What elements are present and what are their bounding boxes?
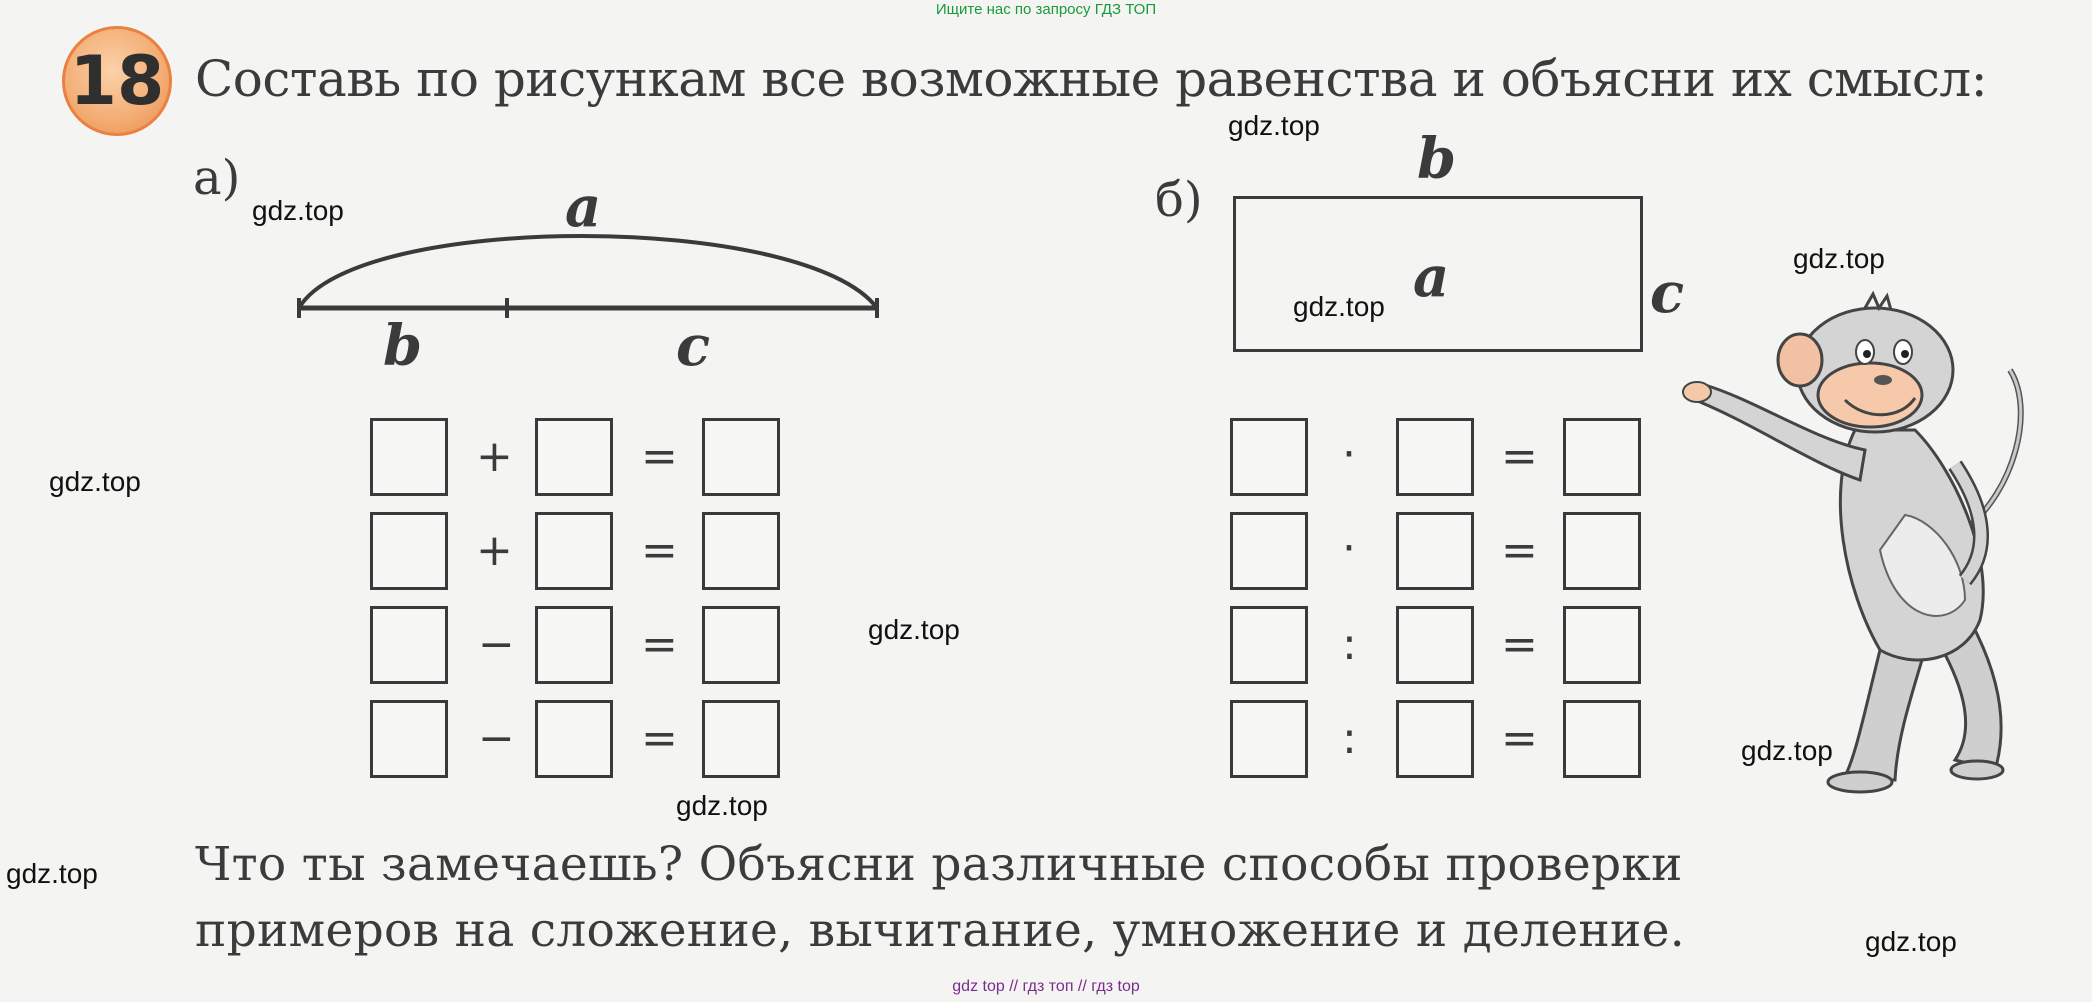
- watermark: gdz.top: [1793, 243, 1885, 274]
- answer-box[interactable]: [1230, 512, 1308, 590]
- watermark: gdz.top: [676, 790, 768, 821]
- answer-box[interactable]: [1563, 512, 1641, 590]
- equals-sign: =: [641, 619, 678, 670]
- answer-box[interactable]: [535, 606, 613, 684]
- answer-box[interactable]: [1396, 606, 1474, 684]
- operator-minus: −: [478, 619, 515, 670]
- answer-box[interactable]: [1563, 700, 1641, 778]
- follow-up-question: [195, 832, 2035, 964]
- equals-sign: =: [641, 713, 678, 764]
- equals-sign: =: [1501, 431, 1538, 482]
- answer-box[interactable]: [1396, 418, 1474, 496]
- answer-box[interactable]: [535, 700, 613, 778]
- equals-sign: =: [641, 431, 678, 482]
- operator-plus: +: [476, 431, 513, 482]
- search-hint: Ищите нас по запросу ГДЗ ТОП: [935, 1, 1157, 18]
- label-part-b: b: [383, 313, 423, 379]
- answer-box[interactable]: [1563, 606, 1641, 684]
- label-area-a: a: [1413, 244, 1450, 310]
- answer-box[interactable]: [1230, 700, 1308, 778]
- answer-box[interactable]: [535, 418, 613, 496]
- operator-multiply: ·: [1342, 523, 1356, 574]
- watermark: gdz.top: [6, 858, 98, 889]
- equals-sign: =: [1501, 713, 1538, 764]
- answer-box[interactable]: [1563, 418, 1641, 496]
- label-side-b: b: [1417, 126, 1457, 192]
- question-line-1: Что ты замечаешь? Объясни различные способы проверки: [195, 837, 1683, 892]
- answer-box[interactable]: [1396, 700, 1474, 778]
- answer-box[interactable]: [1230, 418, 1308, 496]
- operator-divide: :: [1342, 619, 1357, 670]
- watermark: gdz.top: [1228, 110, 1320, 141]
- question-line-2: примеров на сложение, вычитание, умножение и деление.: [195, 903, 1685, 958]
- answer-box[interactable]: [370, 418, 448, 496]
- watermark: gdz.top: [1293, 291, 1385, 322]
- operator-multiply: ·: [1342, 429, 1356, 480]
- part-a-label: а): [193, 150, 241, 206]
- operator-divide: :: [1342, 713, 1357, 764]
- monkey-illustration: [1665, 290, 2045, 810]
- answer-box[interactable]: [1396, 512, 1474, 590]
- answer-box[interactable]: [370, 512, 448, 590]
- watermark: gdz.top: [1865, 926, 1957, 957]
- watermark: gdz.top: [868, 614, 960, 645]
- answer-box[interactable]: [370, 606, 448, 684]
- equals-sign: =: [1501, 525, 1538, 576]
- watermark: gdz.top: [49, 466, 141, 497]
- answer-box[interactable]: [535, 512, 613, 590]
- answer-box[interactable]: [702, 606, 780, 684]
- task-number-badge: 18: [62, 26, 172, 136]
- watermark: gdz.top: [1741, 735, 1833, 766]
- part-b-label: б): [1155, 172, 1203, 228]
- task-heading: Составь по рисункам все возможные равенства и объясни их смысл:: [195, 50, 1988, 108]
- equals-sign: =: [1501, 619, 1538, 670]
- answer-box[interactable]: [702, 700, 780, 778]
- answer-box[interactable]: [702, 418, 780, 496]
- answer-box[interactable]: [370, 700, 448, 778]
- segment-diagram: [285, 220, 905, 380]
- label-side-c: c: [1650, 260, 1685, 326]
- watermark: gdz.top: [252, 195, 344, 226]
- equals-sign: =: [641, 525, 678, 576]
- label-part-c: c: [676, 313, 711, 379]
- footer-note: gdz top // гдз топ // гдз top: [952, 978, 1140, 995]
- operator-minus: −: [478, 713, 515, 764]
- answer-box[interactable]: [1230, 606, 1308, 684]
- label-whole-a: a: [565, 174, 602, 240]
- answer-box[interactable]: [702, 512, 780, 590]
- whole-arc: [299, 236, 877, 308]
- operator-plus: +: [476, 525, 513, 576]
